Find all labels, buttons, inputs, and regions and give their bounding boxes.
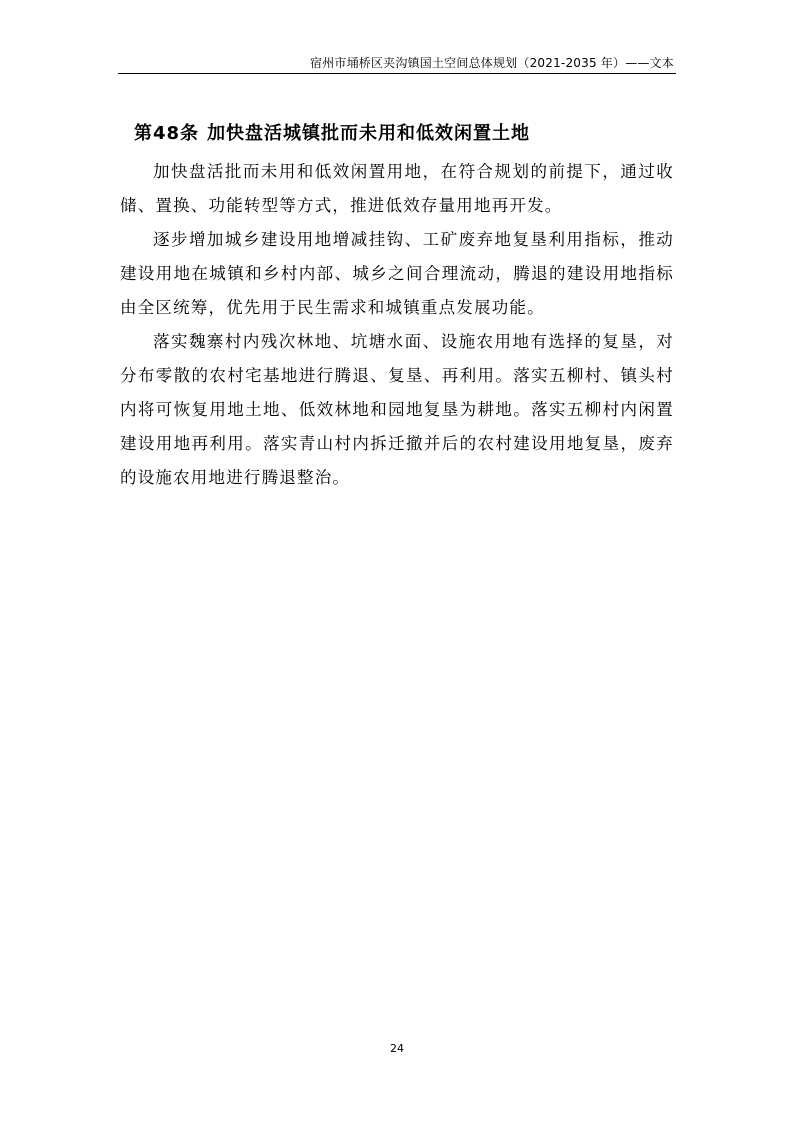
running-header: 宿州市埇桥区夹沟镇国土空间总体规划（2021-2035 年）——文本 <box>309 56 674 70</box>
paragraph: 落实魏寨村内残次林地、坑塘水面、设施农用地有选择的复垦，对分布零散的农村宅基地进行腾退、复垦、再利用。落实五柳村、镇头村内将可恢复用地土地、低效林地和园地复垦为耕地。落实五柳村内闲置建设用地再利用。落实青山村内拆迁撤并后的农村建设用地复垦，废弃的设施农用地进行腾退整治。 <box>120 332 674 487</box>
article-title: 加快盘活城镇批而未用和低效闲置土地 <box>207 123 531 144</box>
paragraph: 加快盘活批而未用和低效闲置用地，在符合规划的前提下，通过收储、置换、功能转型等方式，推进低效存量用地再开发。 <box>120 162 674 215</box>
header-rule <box>118 73 676 74</box>
article-number: 第48条 <box>134 123 200 144</box>
page-number: 24 <box>390 1042 404 1055</box>
article-body <box>120 155 674 495</box>
paragraph: 逐步增加城乡建设用地增减挂钩、工矿废弃地复垦利用指标，推动建设用地在城镇和乡村内部、城乡之间合理流动，腾退的建设用地指标由全区统筹，优先用于民生需求和城镇重点发展功能。 <box>120 230 674 317</box>
article-heading <box>134 119 530 145</box>
